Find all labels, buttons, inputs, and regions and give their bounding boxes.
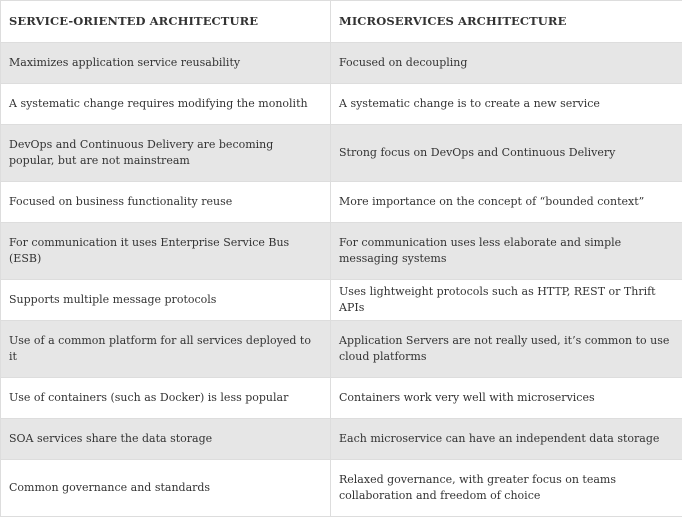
- soa-cell: Maximizes application service reusability: [1, 43, 331, 84]
- microservices-cell: Relaxed governance, with greater focus on teams collaboration and freedom of choice: [331, 460, 682, 517]
- microservices-cell: Application Servers are not really used, it’s common to use cloud platforms: [331, 321, 682, 378]
- soa-cell: For communication it uses Enterprise Service Bus (ESB): [1, 223, 331, 280]
- table-row: [1, 223, 682, 280]
- soa-cell: A systematic change requires modifying the monolith: [1, 84, 331, 125]
- header-soa: SERVICE-ORIENTED ARCHITECTURE: [1, 1, 331, 43]
- table-row: [1, 460, 682, 517]
- soa-cell: SOA services share the data storage: [1, 419, 331, 460]
- microservices-cell: For communication uses less elaborate and simple messaging systems: [331, 223, 682, 280]
- microservices-cell: Containers work very well with microservices: [331, 378, 682, 419]
- table-row: [1, 84, 682, 125]
- microservices-cell: Focused on decoupling: [331, 43, 682, 84]
- table-row: [1, 43, 682, 84]
- microservices-cell: A systematic change is to create a new service: [331, 84, 682, 125]
- table-header-row: [1, 1, 682, 43]
- table-row: [1, 125, 682, 182]
- soa-cell: DevOps and Continuous Delivery are becoming popular, but are not mainstream: [1, 125, 331, 182]
- table-row: [1, 182, 682, 223]
- table-row: [1, 280, 682, 321]
- table-row: [1, 321, 682, 378]
- microservices-cell: Each microservice can have an independent data storage: [331, 419, 682, 460]
- soa-cell: Focused on business functionality reuse: [1, 182, 331, 223]
- microservices-cell: Strong focus on DevOps and Continuous Delivery: [331, 125, 682, 182]
- table-row: [1, 378, 682, 419]
- table-row: [1, 419, 682, 460]
- header-microservices: MICROSERVICES ARCHITECTURE: [331, 1, 682, 43]
- soa-cell: Use of a common platform for all services deployed to it: [1, 321, 331, 378]
- soa-cell: Supports multiple message protocols: [1, 280, 331, 321]
- soa-cell: Common governance and standards: [1, 460, 331, 517]
- microservices-cell: Uses lightweight protocols such as HTTP, REST or Thrift APIs: [331, 280, 682, 321]
- soa-cell: Use of containers (such as Docker) is less popular: [1, 378, 331, 419]
- microservices-cell: More importance on the concept of “bounded context”: [331, 182, 682, 223]
